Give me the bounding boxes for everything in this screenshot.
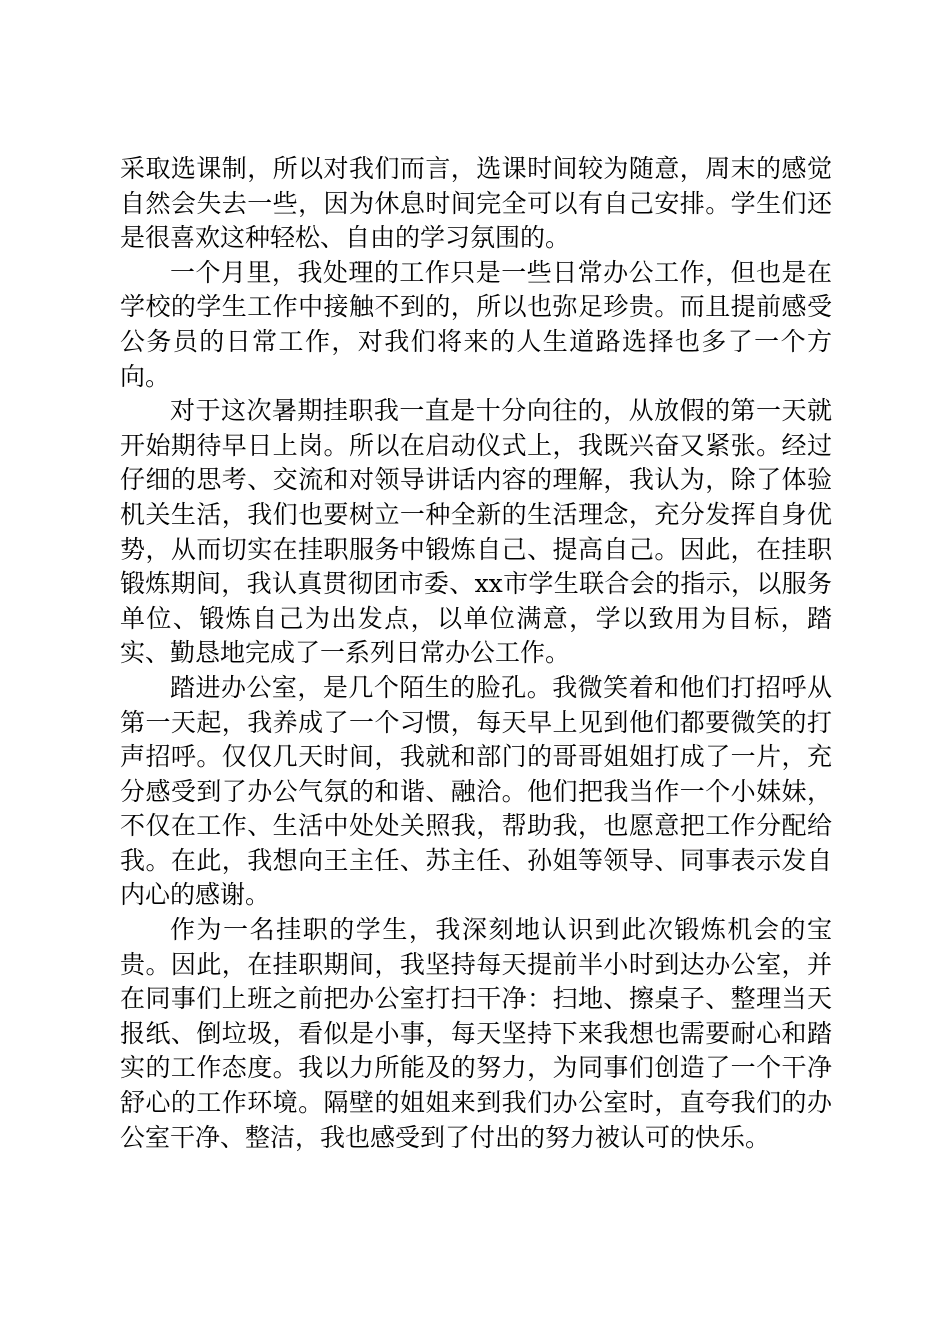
paragraph-office-colleagues: 踏进办公室，是几个陌生的脸孔。我微笑着和他们打招呼从第一天起，我养成了一个习惯，每天早上见到他们都要微笑的打声招呼。仅仅几天时间，我就和部门的哥哥姐姐打成了一片，充分感受到了办公气氛的和谐、融洽。他们把我当作一个小妹妹，不仅在工作、生活中处处关照我，帮助我，也愿意把工作分配给我。在此，我想向王主任、苏主任、孙姐等领导、同事表示发自内心的感谢。 [120, 672, 832, 910]
paragraph-continued: 采取选课制，所以对我们而言，选课时间较为随意，周末的感觉自然会失去一些，因为休息时间完全可以有自己安排。学生们还是很喜欢这种轻松、自由的学习氛围的。 [120, 154, 832, 253]
paragraph-expectation: 对于这次暑期挂职我一直是十分向往的，从放假的第一天就开始期待早日上岗。所以在启动仪式上，我既兴奋又紧张。经过仔细的思考、交流和对领导讲话内容的理解，我认为，除了体验机关生活，我们也要树立一种全新的生活理念，充分发挥自身优势，从而切实在挂职服务中锻炼自己、提高自己。因此，在挂职锻炼期间，我认真贯彻团市委、xx市学生联合会的指示，以服务单位、锻炼自己为出发点，以单位满意，学以致用为目标，踏实、勤恳地完成了一系列日常办公工作。 [120, 396, 832, 668]
document-page [120, 152, 832, 1155]
paragraph-daily-work: 一个月里，我处理的工作只是一些日常办公工作，但也是在学校的学生工作中接触不到的，所以也弥足珍贵。而且提前感受公务员的日常工作，对我们将来的人生道路选择也多了一个方向。 [120, 257, 832, 391]
paragraph-cleaning: 作为一名挂职的学生，我深刻地认识到此次锻炼机会的宝贵。因此，在挂职期间，我坚持每天提前半小时到达办公室，并在同事们上班之前把办公室打扫干净：扫地、擦桌子、整理当天报纸、倒垃圾，看似是小事，每天坚持下来我想也需要耐心和踏实的工作态度。我以力所能及的努力，为同事们创造了一个干净舒心的工作环境。隔壁的姐姐来到我们办公室时，直夸我们的办公室干净、整洁，我也感受到了付出的努力被认可的快乐。 [120, 915, 832, 1152]
